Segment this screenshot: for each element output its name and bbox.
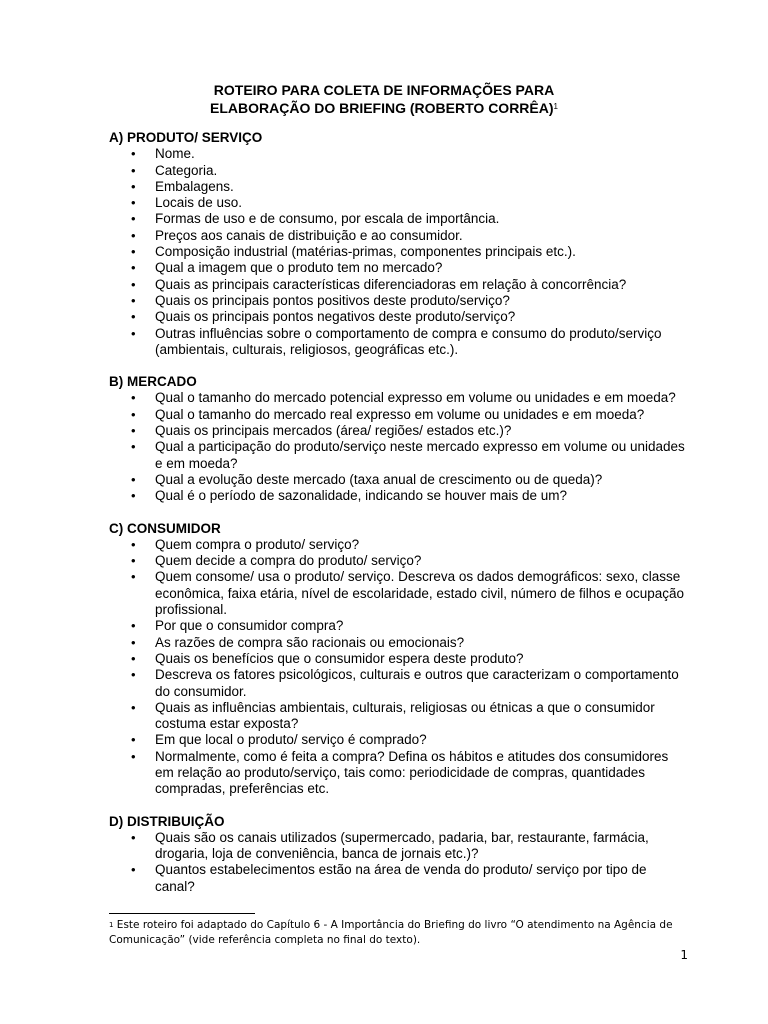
section-heading: C) CONSUMIDOR xyxy=(109,520,221,536)
bullet-list xyxy=(109,537,689,798)
list-item: • Descreva os fatores psicológicos, culturais e outros que caracterizam o comportamento do consumidor. xyxy=(109,667,689,700)
list-item: • Quais as principais características diferenciadoras em relação à concorrência? xyxy=(109,277,689,293)
section xyxy=(109,130,689,358)
list-item: • Locais de uso. xyxy=(109,195,689,211)
list-item: • Em que local o produto/ serviço é comprado? xyxy=(109,732,689,748)
list-item: • Quais os benefícios que o consumidor espera deste produto? xyxy=(109,651,689,667)
list-item: • Categoria. xyxy=(109,163,689,179)
document-body xyxy=(109,130,689,911)
footnote-text: Este roteiro foi adaptado do Capítulo 6 - A Importância do Briefing do livro “O atendimento na Agência de Comunicação” (vide referência completa no final do texto). xyxy=(109,919,673,946)
list-item: • Quantos estabelecimentos estão na área de venda do produto/ serviço por tipo de canal? xyxy=(109,862,689,895)
list-item: • Qual a participação do produto/serviço neste mercado expresso em volume ou unidades e em moeda? xyxy=(109,439,689,472)
list-item: • Composição industrial (matérias-primas, componentes principais etc.). xyxy=(109,244,689,260)
list-item: • Quais são os canais utilizados (supermercado, padaria, bar, restaurante, farmácia, drogaria, loja de conveniência, banca de jornais etc.)? xyxy=(109,830,689,863)
list-item: • Quais as influências ambientais, culturais, religiosas ou étnicas a que o consumidor costuma estar exposta? xyxy=(109,700,689,733)
list-item: • As razões de compra são racionais ou emocionais? xyxy=(109,635,689,651)
list-item: • Outras influências sobre o comportamento de compra e consumo do produto/serviço (ambientais, culturais, religiosos, geográficas etc.). xyxy=(109,326,689,359)
footnote-separator xyxy=(109,913,255,914)
document-title xyxy=(0,81,768,117)
list-item: • Quais os principais pontos negativos deste produto/serviço? xyxy=(109,309,689,325)
section xyxy=(109,814,689,895)
list-item: • Quem compra o produto/ serviço? xyxy=(109,537,689,553)
list-item: • Quem consome/ usa o produto/ serviço. Descreva os dados demográficos: sexo, classe econômica, faixa etária, nível de escolaridade, estado civil, número de filhos e ocupação profissional. xyxy=(109,569,689,618)
section-heading: D) DISTRIBUIÇÃO xyxy=(109,813,225,829)
bullet-list xyxy=(109,390,689,504)
list-item: • Qual a evolução deste mercado (taxa anual de crescimento ou de queda)? xyxy=(109,472,689,488)
list-item: • Embalagens. xyxy=(109,179,689,195)
title-line-1: ROTEIRO PARA COLETA DE INFORMAÇÕES PARA xyxy=(213,82,555,98)
list-item: • Por que o consumidor compra? xyxy=(109,618,689,634)
section xyxy=(109,521,689,798)
list-item: • Formas de uso e de consumo, por escala de importância. xyxy=(109,211,689,227)
bullet-list xyxy=(109,146,689,358)
page-number: 1 xyxy=(680,948,688,962)
section xyxy=(109,374,689,504)
list-item: • Quem decide a compra do produto/ serviço? xyxy=(109,553,689,569)
list-item: • Qual é o período de sazonalidade, indicando se houver mais de um? xyxy=(109,488,689,504)
list-item: • Qual o tamanho do mercado real expresso em volume ou unidades e em moeda? xyxy=(109,407,689,423)
footnote-reference: 1 xyxy=(553,102,558,111)
list-item: • Qual a imagem que o produto tem no mercado? xyxy=(109,260,689,276)
section-heading: A) PRODUTO/ SERVIÇO xyxy=(109,130,263,145)
list-item: • Qual o tamanho do mercado potencial expresso em volume ou unidades e em moeda? xyxy=(109,390,689,406)
list-item: • Normalmente, como é feita a compra? Defina os hábitos e atitudes dos consumidores em relação ao produto/serviço, tais como: periodicidade de compras, quantidades compradas, preferências etc. xyxy=(109,749,689,798)
footnote xyxy=(109,918,689,948)
list-item: • Quais os principais mercados (área/ regiões/ estados etc.)? xyxy=(109,423,689,439)
title-line-2-text: ELABORAÇÃO DO BRIEFING (ROBERTO CORRÊA) xyxy=(210,100,554,116)
section-heading: B) MERCADO xyxy=(109,374,197,390)
list-item: • Nome. xyxy=(109,146,689,162)
footnote-marker: 1 xyxy=(109,921,114,929)
list-item: • Preços aos canais de distribuição e ao consumidor. xyxy=(109,228,689,244)
title-line-2 xyxy=(0,99,768,117)
list-item: • Quais os principais pontos positivos deste produto/serviço? xyxy=(109,293,689,309)
bullet-list xyxy=(109,830,689,895)
